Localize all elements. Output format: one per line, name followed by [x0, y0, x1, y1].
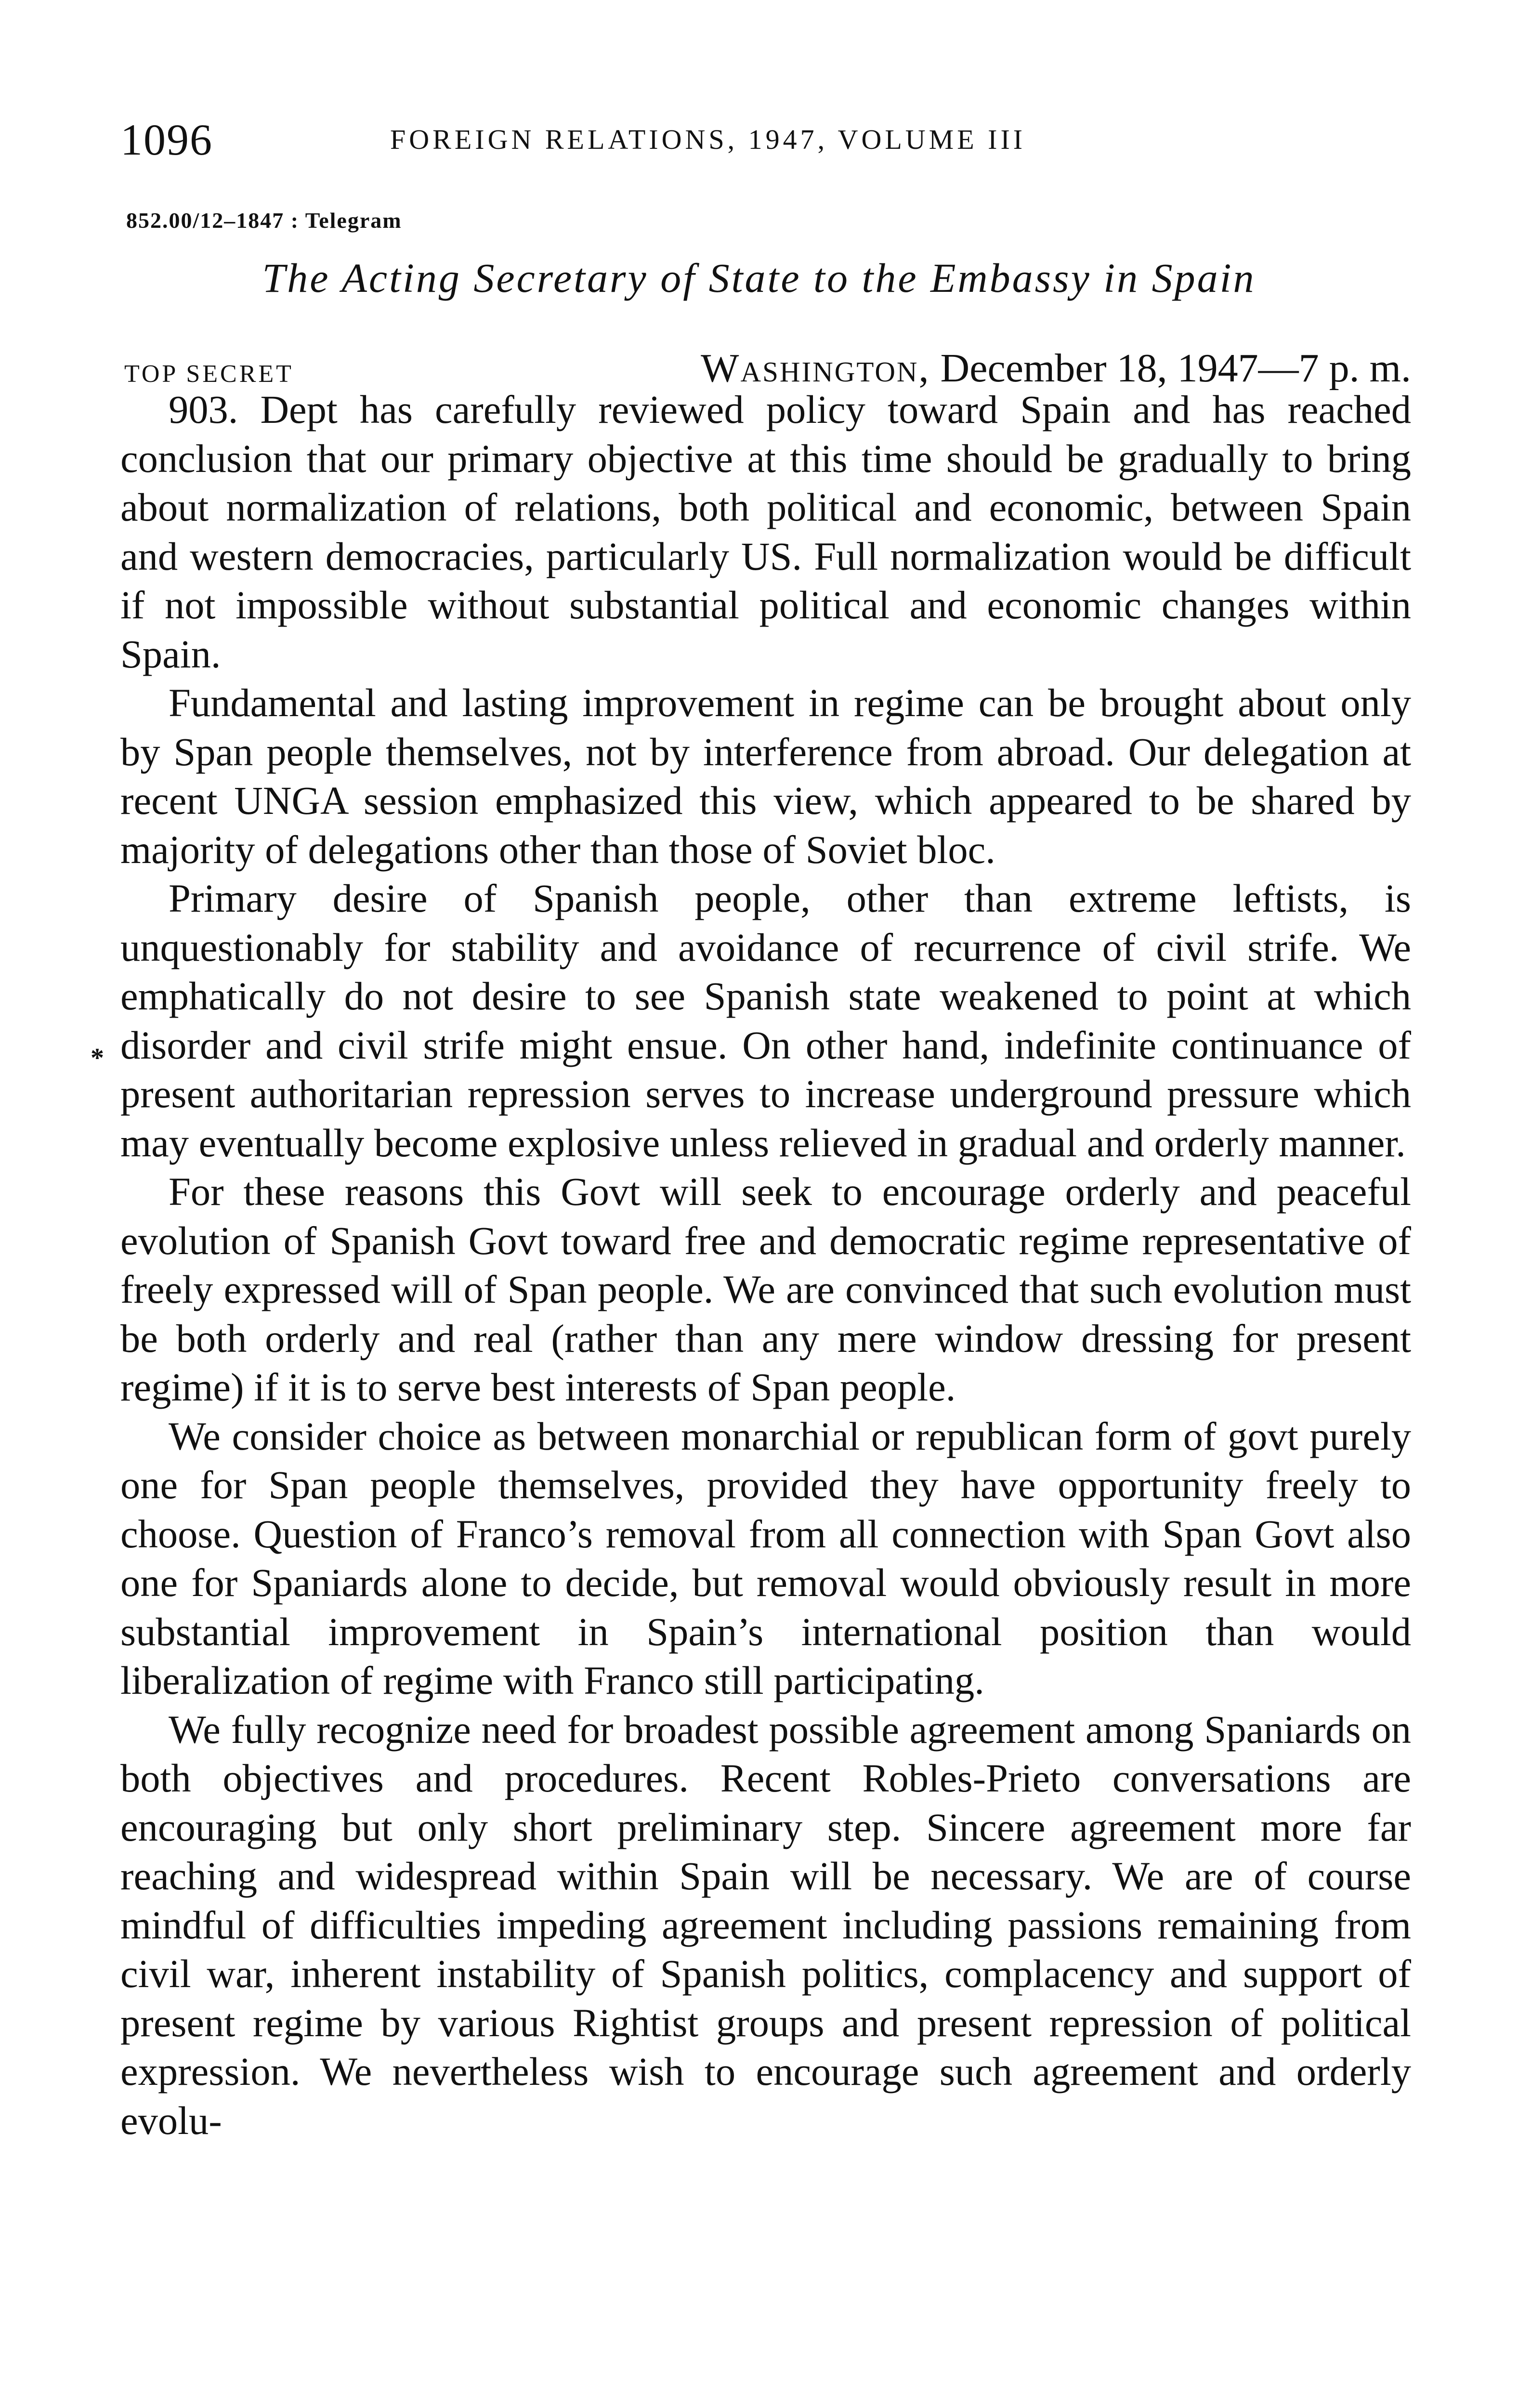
paragraph-2: Fundamental and lasting improvement in regime can be brought about only by Span people themselves, not by interference from abroad. Our delegation at recent UNGA session emphasized this view, which appeared to be shared by majority of delegations other than those of Soviet bloc.: [120, 681, 1411, 872]
document-title: The Acting Secretary of State to the Embassy in Spain: [262, 255, 1256, 301]
paragraph-4: For these reasons this Govt will seek to encourage orderly and peaceful evolution of Spanish Govt toward free and democratic regime representative of freely expressed will of Span people. We are convinced that such evolution must be both orderly and real (rather than any mere window dressing for present regime) if it is to serve best interests of Span people.: [120, 1169, 1411, 1409]
paragraph-1: 903. Dept has carefully reviewed policy toward Spain and has reached conclusion that our primary objective at this time should be gradually to bring about normalization of relations, both political and economic, between Spain and western democracies, particularly US. Full normalization would be difficult if not impossible without substantial political and economic changes within Spain.: [120, 387, 1411, 676]
page-number: 1096: [120, 115, 213, 164]
paragraph-5: We consider choice as between monarchial or republican form of govt purely one for Span people themselves, provided they have opportunity freely to choose. Question of Franco’s removal from all connection with Span Govt also one for Spaniards alone to decide, but removal would obviously result in more substantial improvement in Spain’s international position than would liberalization of regime with Franco still participating.: [120, 1413, 1411, 1702]
place: Washington,: [701, 346, 930, 391]
date: December 18, 1947—7 p. m.: [940, 346, 1411, 391]
telegram-body: [120, 385, 1411, 2145]
file-reference: 852.00/12–1847 : Telegram: [126, 208, 402, 233]
running-header: [120, 113, 1411, 166]
paragraph-6: We fully recognize need for broadest possible agreement among Spaniards on both objectives and procedures. Recent Robles-Prieto conversations are encouraging but only short preliminary step. Sincere agreement more far reaching and widespread within Spain will be necessary. We are of course mindful of difficulties impeding agreement including passions remaining from civil war, inherent instability of Spanish politics, complacency and support of present regime by various Rightist groups and present repression of political expression. We nevertheless wish to encourage such agreement and orderly evolu-: [120, 1707, 1411, 2143]
margin-mark: *: [91, 1043, 104, 1073]
running-title: FOREIGN RELATIONS, 1947, VOLUME III: [390, 124, 1026, 155]
paragraph-3: Primary desire of Spanish people, other than extreme leftists, is unquestionably for stability and avoidance of recurrence of civil strife. We emphatically do not desire to see Spanish state weakened to point at which disorder and civil strife might ensue. On other hand, indefinite continuance of present authoritarian repression serves to increase underground pressure which may eventually become explosive unless relieved in gradual and orderly manner.: [120, 876, 1411, 1165]
classification-label: TOP SECRET: [124, 360, 294, 388]
